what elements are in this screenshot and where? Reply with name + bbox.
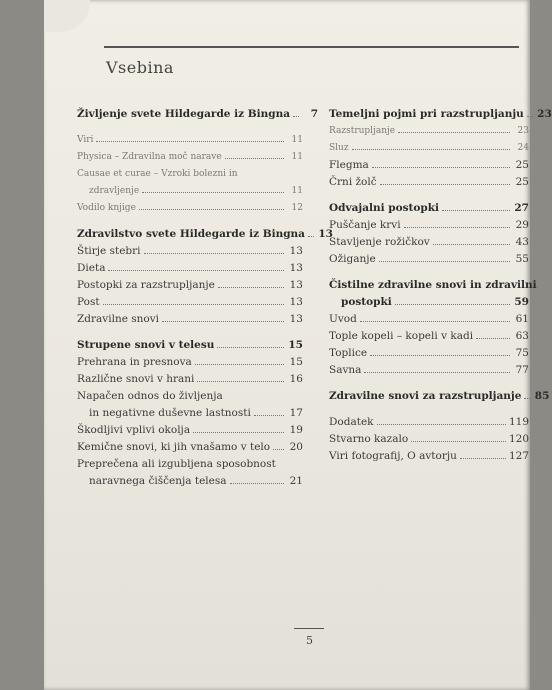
toc-entry (329, 450, 529, 467)
toc-entry (77, 185, 303, 202)
toc-heading: Vsebina (106, 58, 174, 77)
toc-leader-dots (524, 398, 530, 399)
toc-entry-page: 11 (291, 152, 303, 162)
toc-entry-title: postopki (341, 296, 392, 308)
toc-leader-dots (404, 227, 510, 228)
toc-entry-title: Štirje stebri (77, 245, 141, 257)
header-rule (104, 46, 519, 48)
toc-entry-title: Življenje svete Hildegarde iz Bingna (77, 108, 291, 120)
toc-entry-title: Škodljivi vplivi okolja (77, 424, 191, 436)
toc-entry-title: Stavljenje rožičkov (329, 236, 430, 248)
toc-entry-title: Sluz (329, 143, 349, 153)
toc-leader-dots (162, 321, 284, 322)
toc-entry-title: Črni žolč (329, 176, 377, 188)
toc-entry-page: 25 (515, 159, 529, 171)
toc-entry (329, 390, 550, 407)
toc-entry-page: 13 (289, 262, 303, 274)
toc-leader-dots (364, 372, 510, 373)
toc-entry-page: 27 (514, 202, 529, 214)
toc-entry-title: Čistilne zdravilne snovi in zdravilni (329, 279, 537, 291)
toc-entry (329, 253, 529, 270)
toc-entry-title: Strupene snovi v telesu (77, 339, 215, 351)
toc-entry-page: 13 (289, 296, 303, 308)
toc-entry-title: Različne snovi v hrani (77, 373, 195, 385)
toc-leader-dots (352, 149, 510, 150)
toc-entry-title: Physica – Zdravilna moč narave (77, 152, 222, 162)
toc-entry (329, 313, 529, 330)
toc-leader-dots (230, 483, 284, 484)
toc-entry-title: Viri fotografij, O avtorju (329, 450, 457, 462)
toc-entry (77, 296, 303, 313)
toc-entry-page: 75 (515, 347, 529, 359)
toc-entry-page: 15 (288, 339, 303, 351)
toc-leader-dots (195, 364, 284, 365)
toc-leader-dots (395, 304, 510, 305)
toc-leader-dots (254, 415, 284, 416)
toc-spacer (77, 330, 303, 339)
toc-entry-page: 85 (534, 390, 550, 402)
toc-leader-dots (144, 253, 284, 254)
toc-entry-title: Preprečena ali izgubljena sposobnost (77, 458, 276, 470)
toc-leader-dots (370, 355, 510, 356)
toc-entry (77, 407, 303, 424)
toc-leader-dots (308, 236, 314, 237)
toc-entry (77, 475, 303, 492)
toc-leader-dots (360, 321, 510, 322)
toc-entry (329, 142, 529, 159)
toc-leader-dots (273, 449, 284, 450)
toc-leader-dots (108, 270, 284, 271)
book-page (44, 0, 552, 690)
toc-entry-title: Puščanje krvi (329, 219, 401, 231)
toc-spacer (77, 219, 303, 228)
toc-entry-page: 20 (289, 441, 303, 453)
toc-entry-page: 7 (310, 108, 319, 120)
toc-entry (77, 313, 303, 330)
toc-entry-page: 119 (508, 416, 529, 428)
toc-entry-page: 16 (289, 373, 303, 385)
toc-entry (329, 176, 529, 193)
toc-entry (77, 228, 333, 245)
page-corner (44, 0, 90, 32)
toc-leader-dots (225, 158, 284, 159)
toc-spacer (329, 270, 529, 279)
toc-entry-title: Zdravilstvo svete Hildegarde iz Bingna (77, 228, 305, 240)
toc-entry (77, 458, 303, 475)
toc-entry (329, 125, 529, 142)
page-number: 5 (306, 634, 313, 647)
toc-entry-page: 63 (515, 330, 529, 342)
toc-entry-title: Zdravilne snovi (77, 313, 160, 325)
toc-entry-page: 12 (291, 203, 303, 213)
toc-leader-dots (379, 261, 510, 262)
toc-entry-page: 13 (318, 228, 333, 240)
toc-entry-page: 55 (515, 253, 529, 265)
toc-entry-page: 24 (517, 143, 529, 153)
toc-entry-title: Postopki za razstrupljanje (77, 279, 215, 291)
toc-entry (329, 159, 529, 176)
toc-entry-page: 23 (537, 108, 552, 120)
toc-entry-page: 77 (515, 364, 529, 376)
toc-entry (77, 151, 303, 168)
toc-entry-page: 23 (517, 126, 529, 136)
toc-leader-dots (139, 209, 284, 210)
toc-left-column (77, 108, 333, 492)
toc-leader-dots (460, 458, 506, 459)
toc-leader-dots (103, 304, 284, 305)
toc-leader-dots (442, 210, 510, 211)
toc-entry-title: Vodilo knjige (77, 203, 136, 213)
toc-entry (77, 108, 319, 125)
toc-entry-page: 19 (289, 424, 303, 436)
toc-entry (329, 236, 529, 253)
toc-entry-title: Zdravilne snovi za razstrupljanje (329, 390, 522, 402)
toc-entry (329, 279, 537, 296)
toc-leader-dots (372, 167, 510, 168)
toc-entry-page: 61 (515, 313, 529, 325)
toc-right-column (329, 108, 552, 467)
toc-entry (77, 134, 303, 151)
toc-entry-title: Dieta (77, 262, 106, 274)
toc-entry-title: Post (77, 296, 100, 308)
toc-spacer (329, 407, 529, 416)
toc-entry-page: 11 (291, 186, 303, 196)
toc-entry-page: 13 (289, 245, 303, 257)
toc-entry-title: Kemične snovi, ki jih vnašamo v telo (77, 441, 271, 453)
toc-entry-title: naravnega čiščenja telesa (89, 475, 227, 487)
toc-entry (329, 202, 529, 219)
toc-entry-title: in negativne duševne lastnosti (89, 407, 251, 419)
toc-entry (329, 296, 529, 313)
toc-entry-page: 25 (515, 176, 529, 188)
toc-entry-title: Temeljni pojmi pri razstrupljanju (329, 108, 524, 120)
toc-entry (77, 441, 303, 458)
toc-spacer (329, 381, 529, 390)
toc-entry-title: Razstrupljanje (329, 126, 396, 136)
toc-entry (77, 168, 303, 185)
toc-entry-title: Viri (77, 135, 94, 145)
toc-entry (77, 356, 303, 373)
toc-leader-dots (433, 244, 510, 245)
toc-entry-title: Napačen odnos do življenja (77, 390, 223, 402)
toc-entry-page: 120 (508, 433, 529, 445)
toc-entry-page: 21 (289, 475, 303, 487)
toc-entry-title: Uvod (329, 313, 357, 325)
toc-entry-title: Ožiganje (329, 253, 376, 265)
toc-leader-dots (193, 432, 284, 433)
toc-entry (329, 108, 552, 125)
toc-entry-page: 11 (291, 135, 303, 145)
toc-leader-dots (398, 132, 510, 133)
toc-spacer (329, 193, 529, 202)
toc-leader-dots (96, 141, 284, 142)
toc-entry-title: Odvajalni postopki (329, 202, 439, 214)
toc-entry-title: Stvarno kazalo (329, 433, 409, 445)
toc-leader-dots (293, 116, 299, 117)
toc-leader-dots (527, 116, 533, 117)
toc-entry-page: 43 (515, 236, 529, 248)
toc-leader-dots (142, 192, 284, 193)
toc-entry (77, 424, 303, 441)
toc-entry-title: Tople kopeli – kopeli v kadi (329, 330, 474, 342)
toc-entry-title: Flegma (329, 159, 369, 171)
toc-entry-page: 59 (514, 296, 529, 308)
toc-entry-page: 17 (289, 407, 303, 419)
toc-leader-dots (411, 441, 506, 442)
toc-entry-title: Causae et curae – Vzroki bolezni in (77, 169, 238, 179)
toc-entry-title: zdravljenje (89, 186, 140, 196)
toc-entry-page: 13 (289, 313, 303, 325)
toc-entry-title: Dodatek (329, 416, 374, 428)
toc-leader-dots (218, 287, 284, 288)
toc-leader-dots (197, 381, 284, 382)
toc-leader-dots (476, 338, 510, 339)
toc-entry-page: 29 (515, 219, 529, 231)
toc-leader-dots (377, 424, 506, 425)
toc-entry (329, 330, 529, 347)
toc-entry (77, 373, 303, 390)
toc-entry (77, 339, 303, 356)
toc-entry (329, 433, 529, 450)
toc-entry (329, 347, 529, 364)
toc-entry-page: 15 (289, 356, 303, 368)
toc-entry (329, 364, 529, 381)
toc-entry-page: 127 (508, 450, 529, 462)
toc-entry (329, 416, 529, 433)
toc-entry (77, 245, 303, 262)
toc-entry (77, 390, 303, 407)
toc-entry (77, 279, 303, 296)
toc-spacer (77, 125, 303, 134)
toc-entry (329, 219, 529, 236)
toc-leader-dots (380, 184, 510, 185)
toc-entry-title: Prehrana in presnova (77, 356, 192, 368)
toc-entry-title: Toplice (329, 347, 368, 359)
toc-entry (77, 262, 303, 279)
toc-entry-page: 13 (289, 279, 303, 291)
toc-entry (77, 202, 303, 219)
footer-rule (294, 628, 324, 629)
toc-entry-title: Savna (329, 364, 362, 376)
toc-leader-dots (217, 347, 284, 348)
